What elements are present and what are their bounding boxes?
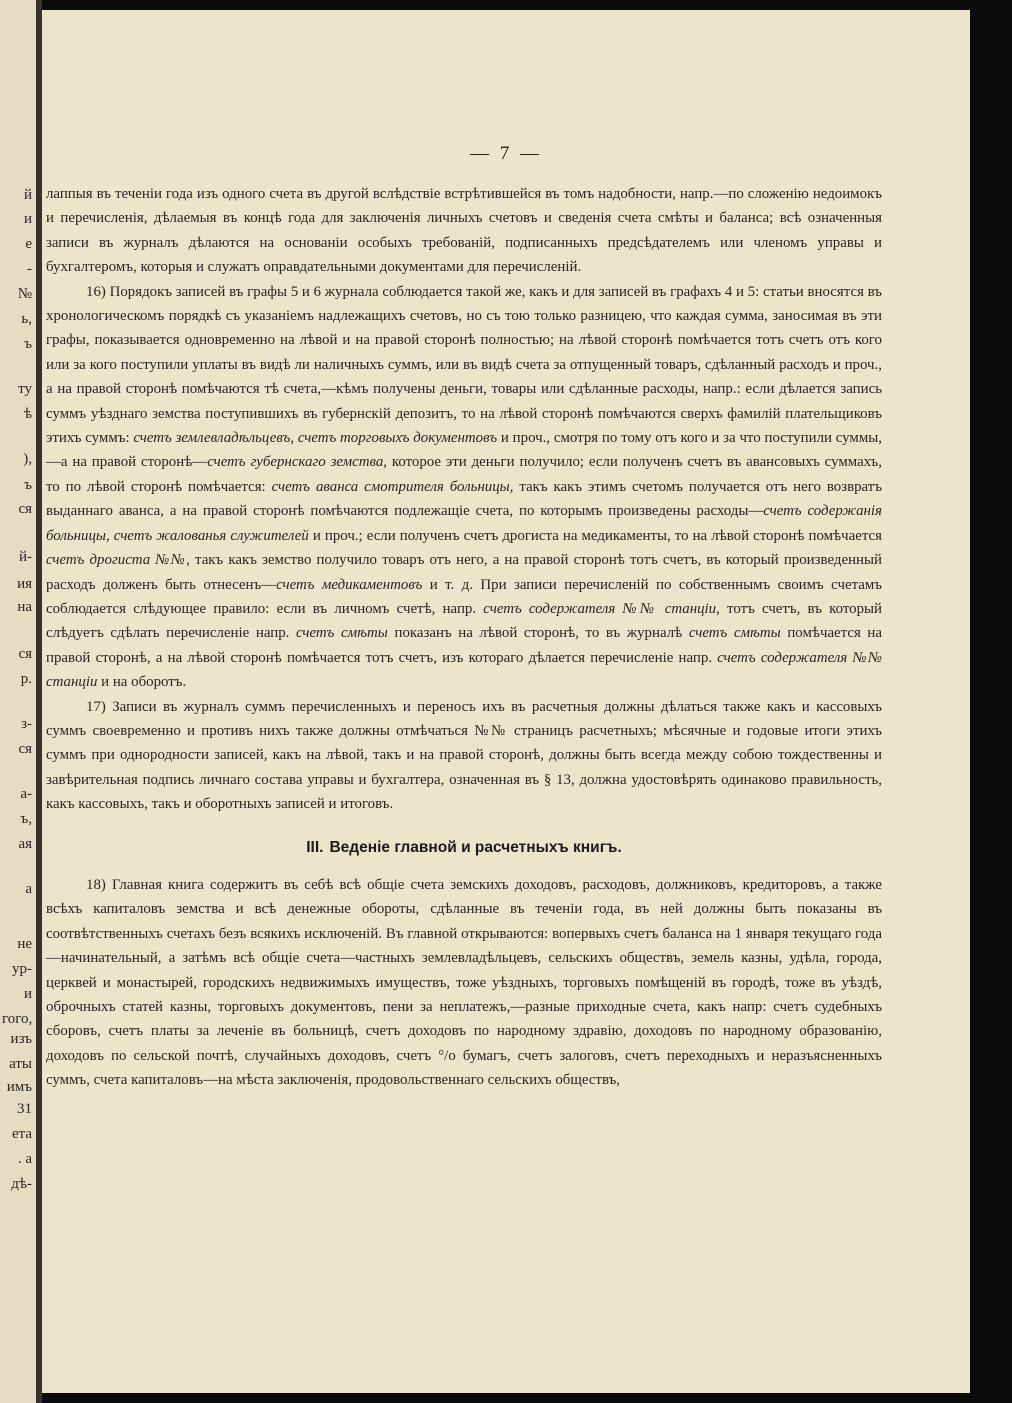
text-run: и на оборотъ. [97, 674, 187, 691]
italic-account-name: счетъ содержателя №№ станціи [46, 649, 883, 691]
paragraph [46, 695, 882, 817]
section-title: Веденіе главной и расчетныхъ книгъ. [329, 838, 622, 856]
facing-page-fragment: на [17, 599, 32, 615]
text-run: лаппыя въ теченіи года изъ одного счета въ другой вслѣдствіе встрѣтившейся въ томъ надобности, напр.—по сложенію недоимокъ и перечисленія, дѣлаемыя въ концѣ года для заключенія личныхъ счетовъ и сведенія счета смѣты и баланса; всѣ означенныя записи въ журналъ дѣлаются на основаніи особыхъ требованій, подписанныхъ предсѣдателемъ или членомъ управы и бухгалтеромъ, которыя и служатъ оправдательными документами для перечисленій. [46, 186, 882, 276]
facing-page-fragment: а- [20, 786, 32, 802]
facing-page-fragment: гого, [2, 1011, 33, 1027]
facing-page-fragment: аты [9, 1056, 32, 1072]
text-run: , такъ какъ земство получило товаръ отъ него, а на правой сторонѣ тотъ счетъ, въ который произведенный расходъ долженъ быть отнесенъ— [46, 552, 882, 593]
facing-page-fragment: изъ [10, 1031, 32, 1047]
continued-paragraph [46, 182, 882, 280]
paragraph [46, 873, 882, 1093]
italic-account-name: счетъ содержателя №№ станціи [483, 600, 717, 617]
facing-page-fragment: № [17, 286, 32, 302]
facing-page-fragment: й [23, 187, 32, 203]
facing-page-fragment: 31 [17, 1101, 32, 1117]
paragraph [46, 280, 882, 695]
facing-page-fragment: ур- [12, 961, 32, 977]
text-run: и проч.; если полученъ счетъ дрогиста на медикаменты, то на лѣвой сторонѣ помѣчается [308, 527, 882, 544]
section-heading [46, 836, 882, 860]
text-run: , которое эти деньги получило; если полученъ счетъ въ авансовыхъ суммахъ, то по лѣвой сторонѣ помѣчается: [46, 454, 882, 495]
facing-page-fragment: ѣ [23, 406, 32, 422]
text-run: помѣчается на правой сторонѣ, а на лѣвой сторонѣ помѣчается тотъ счетъ, изъ котораго дѣлается перечисленіе напр. [46, 625, 882, 666]
section-number: III. [306, 838, 324, 856]
text-run: и т. д. При записи перечисленій по собственнымъ своимъ счетамъ соблюдается слѣдующее правило: если въ личномъ счетѣ, напр. [46, 576, 882, 617]
italic-account-name: счетъ содержанія больницы, счетъ жалованья служителей [46, 503, 882, 544]
facing-page-fragment: ая [18, 836, 32, 852]
facing-page-fragment: дѣ- [11, 1176, 32, 1192]
italic-account-name: счетъ медикаментовъ [276, 576, 423, 593]
facing-page-fragment: з- [21, 716, 32, 732]
facing-page-fragment: ета [11, 1126, 32, 1142]
text-run: , такъ какъ этимъ счетомъ получается отъ него возвратъ выданнаго аванса, а на правой сторонѣ помѣчаются подлежащіе счета, по которымъ произведены расходы— [46, 478, 882, 520]
text-run: , тотъ счетъ, въ который слѣдуетъ сдѣлать перечисленіе напр. [46, 600, 882, 642]
facing-page-fragment: а [25, 881, 32, 897]
italic-account-name: счетъ смѣты [688, 625, 781, 642]
text-run: 16) Порядокъ записей въ графы 5 и 6 журнала соблюдается такой же, какъ и для записей въ графахъ 4 и 5: статьи вносятся въ хронологическомъ порядкѣ съ указаніемъ надлежащихъ счетовъ, но съ тою только разницею, что каждая сумма, заносимая въ эти графы, показывается одновременно на лѣвой и на правой сторонѣ полностью; на лѣвой сторонѣ помѣчается тотъ счетъ отъ кого или за кого поступили уплаты въ видѣ ли наличныхъ суммъ, или въ видѣ счета за отпущенный товаръ, сдѣланный расходъ и проч., а на правой сторонѣ помѣчаются тѣ счета,—кѣмъ получены деньги, товары или сдѣланные расходы, напр.: если дѣлается запись суммъ уѣзднаго земства поступившихъ въ губернскій депозитъ, то на лѣвой сторонѣ помѣчаются сверхъ фамилій плательщиковъ этихъ суммъ: [46, 283, 882, 447]
italic-account-name: счетъ губернскаго земства [207, 454, 384, 471]
facing-page-fragment: и [23, 986, 32, 1002]
facing-page-fragment: ъ [24, 477, 32, 493]
facing-page-fragment: ъ, [20, 811, 32, 827]
text-run: 18) Главная книга содержитъ въ себѣ всѣ общіе счета земскихъ доходовъ, расходовъ, должниковъ, кредиторовъ, а также всѣхъ капиталовъ земства и всѣ денежные обороты, сдѣланные въ теченіи года, въ ней должны быть показаны въ соотвѣтственныхъ счетахъ безъ всякихъ исключеній. Въ главной открываются: вопервыхъ счетъ баланса на 1 января текущаго года—начинательный, а затѣмъ всѣ общіе счета—частныхъ землевладѣльцевъ, сельскихъ обществъ, земель казны, удѣла, города, церквей и монастырей, городскихъ недвижимыхъ имуществъ, тоже уѣздныхъ, торговыхъ помѣщеній въ городѣ, тоже въ уѣздѣ, оброчныхъ статей казны, торговыхъ документовъ, пени за неплатежъ,—разные приходные счета, какъ напр: счетъ судебныхъ сборовъ, счетъ платы за леченіе въ больницѣ, счетъ доходовъ по народному здравію, доходовъ по народному образованію, доходовъ по сельской почтѣ, случайныхъ доходовъ, счетъ °/о бумагъ, счетъ залоговъ, счетъ переходныхъ и неразъясненныхъ суммъ, счета капиталовъ—на мѣста заключенія, продовольственнаго сельскихъ обществъ, [46, 876, 882, 1089]
facing-page-edge [0, 0, 38, 1403]
facing-page-fragment: ъ [24, 336, 32, 352]
facing-page-fragment: и [23, 211, 32, 227]
italic-account-name: счетъ дрогиста №№ [46, 552, 187, 569]
facing-page-fragment: ь, [21, 311, 32, 327]
facing-page-fragment: . а [17, 1151, 32, 1167]
facing-page-fragment: р. [20, 671, 32, 687]
text-run: показанъ на лѣвой сторонѣ, то въ журналѣ [387, 625, 689, 642]
facing-page-fragment: е [25, 236, 32, 252]
text-run: 17) Записи въ журналъ суммъ перечисленныхъ и переносъ ихъ въ расчетныя должны дѣлаться также какъ и кассовыхъ суммъ своевременно и противъ нихъ также должны отмѣчаться №№ страницъ расчетныхъ; мѣсячные и годовые итоги этихъ суммъ при однородности записей, какъ на лѣвой, такъ и на правой сторонѣ, должны быть всегда между собою тождественны и завѣрительная подпись личнаго состава управы и бухгалтера, означенная въ § 13, должна удостовѣрять одинаково правильность, какъ кассовыхъ, такъ и оборотныхъ записей и итоговъ. [46, 698, 882, 813]
facing-page-fragment: ся [18, 646, 32, 662]
text-run: и проч., смотря по тому отъ кого и за что поступили суммы,—а на правой сторонѣ— [46, 430, 882, 471]
page-number: — 7 — [470, 143, 542, 164]
facing-page-fragment: ту [18, 381, 32, 397]
italic-account-name: счетъ аванса смотрителя больницы [271, 478, 510, 495]
facing-page-fragment: ия [17, 576, 32, 592]
facing-page-fragment: имъ [6, 1079, 32, 1095]
facing-page-fragment: ), [23, 451, 32, 467]
body-text [46, 182, 882, 1093]
italic-account-name: счетъ смѣты [295, 625, 388, 642]
facing-page-fragment: ся [18, 501, 32, 517]
document-page [42, 10, 970, 1393]
italic-account-name: счетъ землевладѣльцевъ, счетъ торговыхъ документовъ [133, 430, 498, 447]
facing-page-fragment: - [27, 261, 32, 277]
facing-page-fragment: ся [18, 741, 32, 757]
facing-page-fragment: й- [18, 549, 32, 565]
facing-page-fragment: не [17, 936, 32, 952]
